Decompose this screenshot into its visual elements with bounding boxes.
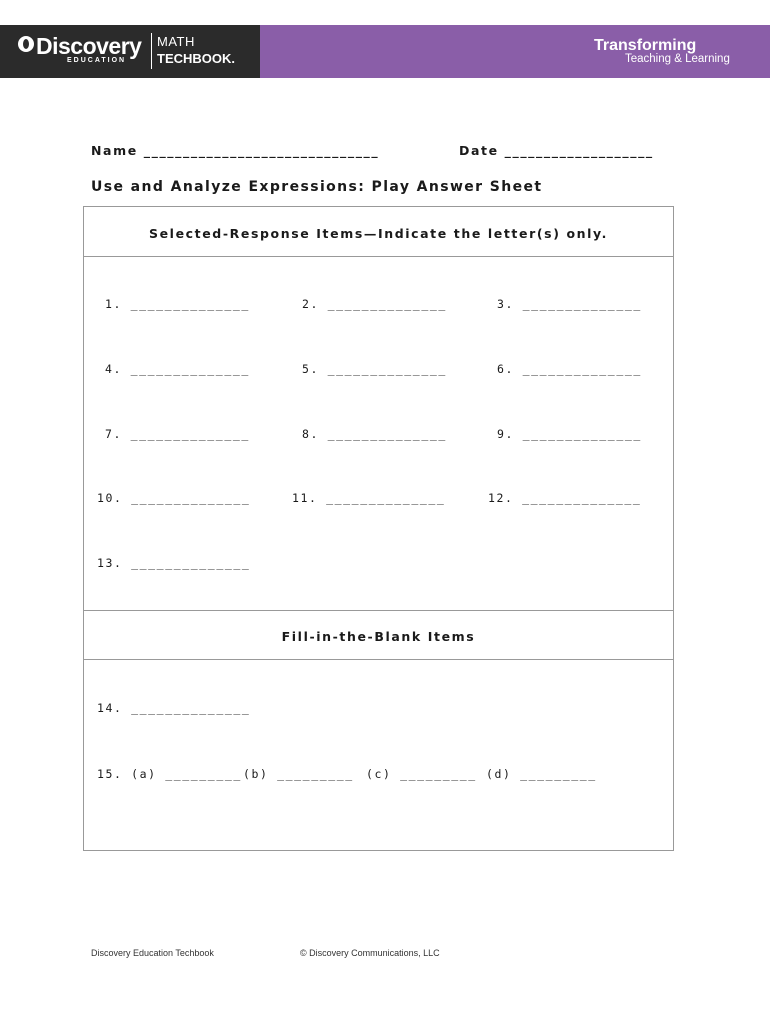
answer-item-5: 5. ______________ — [302, 362, 447, 376]
answer-item-15d: (d) _________ — [486, 767, 597, 781]
divider — [84, 610, 673, 611]
globe-icon — [18, 36, 34, 52]
fill-in-blank-heading: Fill-in-the-Blank Items — [281, 629, 476, 644]
answer-item-9: 9. ______________ — [497, 427, 642, 441]
answer-item-2: 2. ______________ — [302, 297, 447, 311]
footer-left: Discovery Education Techbook — [91, 948, 214, 958]
answer-item-1: 1. ______________ — [105, 297, 250, 311]
page-title: Use and Analyze Expressions: Play Answer Sheet — [91, 179, 543, 195]
selected-response-heading: Selected-Response Items—Indicate the letter(s) only. — [149, 226, 608, 241]
footer-copyright: © Discovery Communications, LLC — [300, 948, 440, 958]
product-line-1: MATH — [157, 34, 195, 49]
discovery-education-logo — [18, 33, 148, 71]
answer-item-11: 11. ______________ — [292, 491, 446, 505]
answer-item-6: 6. ______________ — [497, 362, 642, 376]
tagline-line-2: Teaching & Learning — [625, 53, 730, 65]
divider — [84, 256, 673, 257]
answer-item-8: 8. ______________ — [302, 427, 447, 441]
answer-item-15b: (b) _________ — [243, 767, 354, 781]
divider — [84, 659, 673, 660]
brand-logo-block — [0, 25, 260, 78]
answer-item-14: 14. ______________ — [97, 701, 251, 715]
tagline-line-1: Transforming — [594, 37, 697, 54]
logo-divider — [151, 33, 152, 69]
brand-sub: EDUCATION — [67, 57, 127, 64]
header-banner — [0, 25, 770, 78]
brand-name: Discovery — [36, 33, 142, 59]
answer-item-15c: (c) _________ — [366, 767, 477, 781]
date-field-label: Date ___________________ — [459, 143, 654, 158]
answer-sheet-box — [83, 206, 674, 851]
product-line-2: TECHBOOK. — [157, 51, 235, 66]
answer-item-3: 3. ______________ — [497, 297, 642, 311]
answer-item-15a: 15. (a) _________ — [97, 767, 242, 781]
answer-item-4: 4. ______________ — [105, 362, 250, 376]
answer-item-10: 10. ______________ — [97, 491, 251, 505]
name-field-label: Name ______________________________ — [91, 143, 380, 158]
answer-item-12: 12. ______________ — [488, 491, 642, 505]
answer-item-7: 7. ______________ — [105, 427, 250, 441]
answer-item-13: 13. ______________ — [97, 556, 251, 570]
